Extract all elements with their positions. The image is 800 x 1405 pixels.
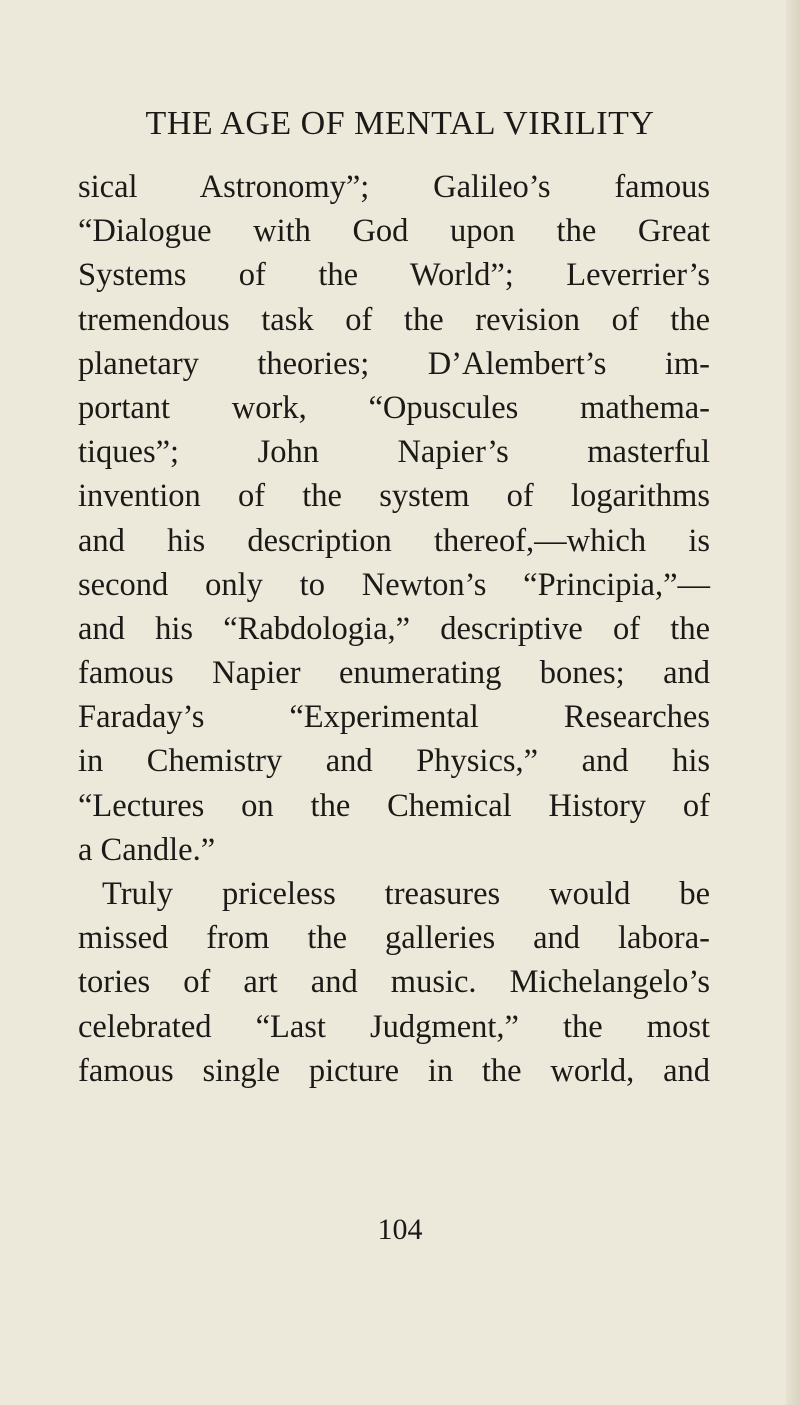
text-line: tories of art and music. Michelangelo’s: [78, 964, 710, 1001]
page-number: 104: [377, 1213, 423, 1246]
text-line: famous single picture in the world, and: [78, 1052, 710, 1089]
text-line: planetary theories; D’Alembert’s im-: [78, 345, 710, 382]
page-edge: [786, 0, 800, 1405]
text-line: “Dialogue with God upon the Great: [78, 213, 710, 250]
text-line: a Candle.”: [78, 831, 216, 868]
paragraph-first-line: Truly priceless treasures would be: [102, 876, 710, 912]
running-head: THE AGE OF MENTAL VIRILITY: [145, 105, 655, 142]
text-line: Faraday’s “Experimental Researches: [78, 699, 710, 736]
text-line: Systems of the World”; Leverrier’s: [78, 257, 710, 294]
text-line: famous Napier enumerating bones; and: [78, 655, 710, 692]
text-line: missed from the galleries and labora-: [78, 920, 710, 957]
text-line: sical Astronomy”; Galileo’s famous: [78, 169, 710, 205]
body-text: [78, 165, 710, 1093]
text-line: portant work, “Opuscules mathema-: [78, 389, 710, 426]
text-line: celebrated “Last Judgment,” the most: [78, 1008, 710, 1045]
text-line: tremendous task of the revision of the: [78, 301, 710, 338]
text-line: invention of the system of logarithms: [78, 478, 710, 515]
text-line: second only to Newton’s “Principia,”—: [78, 566, 710, 603]
text-line: in Chemistry and Physics,” and his: [78, 743, 710, 780]
text-line: and his “Rabdologia,” descriptive of the: [78, 610, 710, 647]
text-line: “Lectures on the Chemical History of: [78, 787, 710, 824]
text-line: tiques”; John Napier’s masterful: [78, 434, 710, 471]
text-line: and his description thereof,—which is: [78, 522, 710, 559]
